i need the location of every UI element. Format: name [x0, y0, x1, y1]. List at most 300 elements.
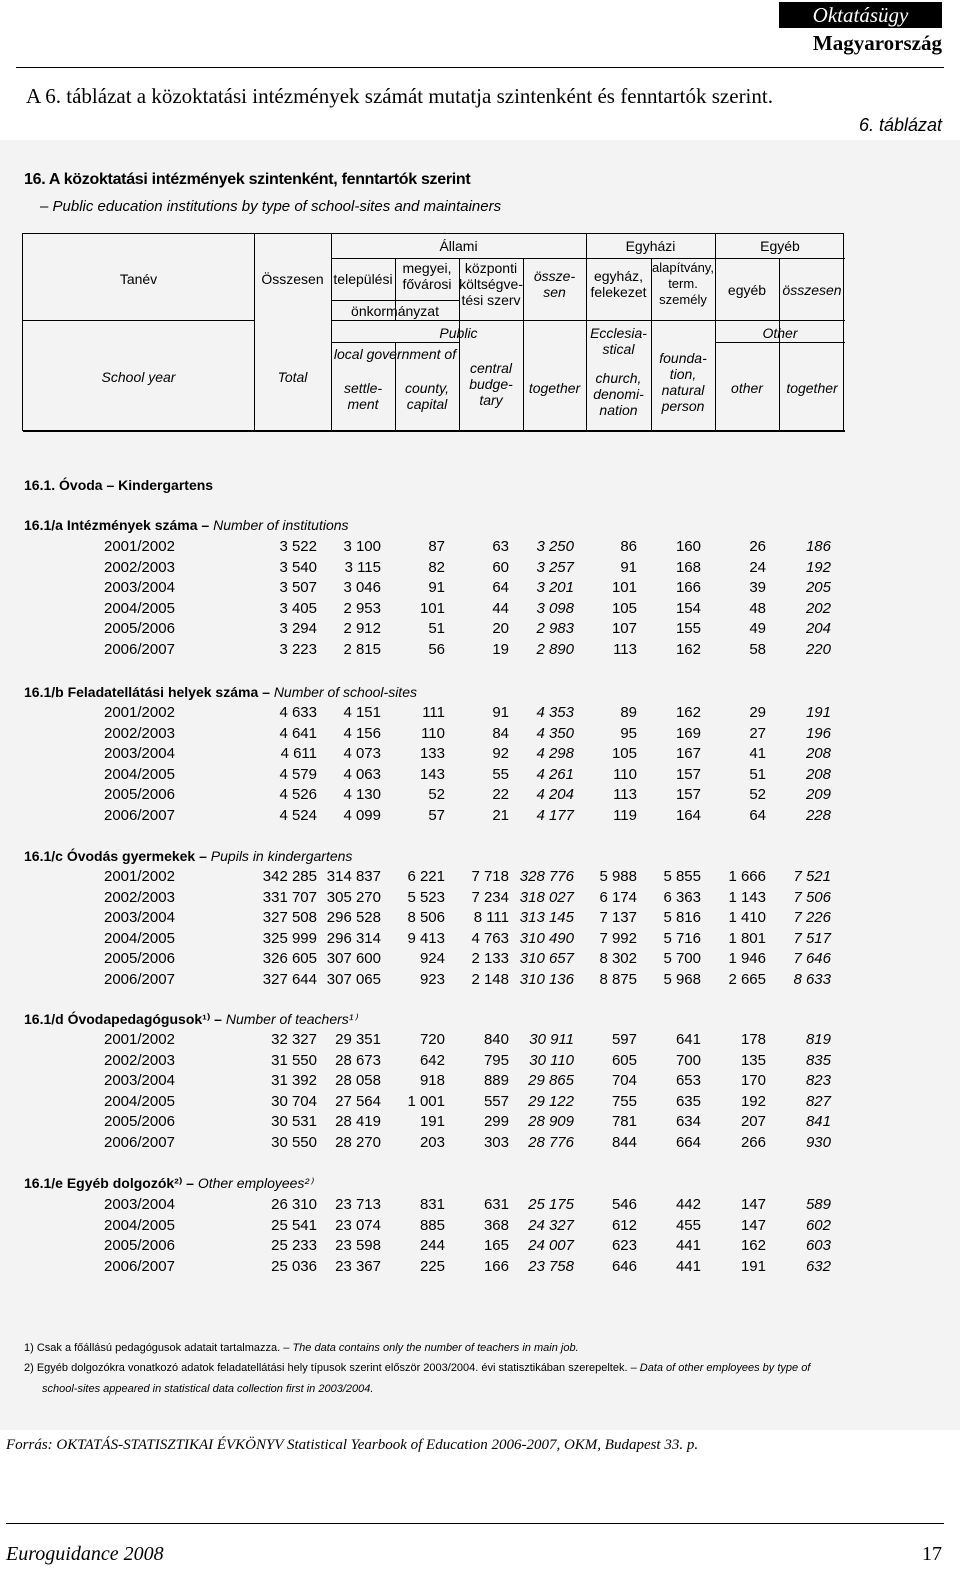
head-egyeb2: egyéb [727, 282, 767, 298]
cell-value: 1 801 [728, 929, 766, 947]
cell-value: 204 [805, 620, 831, 638]
row-year: 2006/2007 [104, 971, 175, 988]
cell-value: 4 130 [343, 786, 381, 804]
row-year: 2002/2003 [104, 558, 175, 576]
head-together2: together [786, 380, 838, 396]
head-egyeb: Egyéb [760, 238, 800, 254]
cell-value: 603 [805, 1237, 831, 1255]
cell-value: 91 [428, 579, 445, 597]
table-row [0, 1217, 960, 1237]
cell-value: 63 [492, 538, 509, 555]
cell-value: 7 517 [793, 929, 831, 947]
footnote-1: 1) Csak a főállású pedagógusok adatait tartalmazza. – The data contains only the number of teachers in main job. [24, 1342, 579, 1354]
cell-value: 1 666 [728, 868, 766, 885]
table-row [0, 1031, 960, 1051]
cell-value: 87 [428, 538, 445, 555]
table-row [0, 745, 960, 765]
cell-value: 31 550 [271, 1051, 317, 1069]
cell-value: 3 201 [536, 579, 574, 597]
table-row [0, 909, 960, 929]
table-row [0, 559, 960, 579]
cell-value: 296 314 [326, 929, 381, 947]
cell-value: 819 [805, 1031, 831, 1048]
head-foundation: founda- tion, natural person [659, 350, 707, 414]
cell-value: 930 [805, 1134, 831, 1151]
header-rule [16, 67, 944, 68]
cell-value: 178 [740, 1031, 766, 1048]
cell-value: 641 [675, 1031, 701, 1048]
cell-value: 133 [419, 745, 445, 763]
cell-value: 25 541 [271, 1216, 317, 1234]
cell-value: 8 875 [599, 971, 637, 988]
cell-value: 28 909 [528, 1113, 574, 1131]
row-year: 2004/2005 [104, 599, 175, 617]
row-year: 2006/2007 [104, 807, 175, 824]
cell-value: 207 [740, 1113, 766, 1131]
cell-value: 3 540 [279, 558, 317, 576]
table-row [0, 950, 960, 970]
cell-value: 30 911 [529, 1031, 574, 1048]
cell-value: 202 [805, 599, 831, 617]
cell-value: 191 [805, 704, 831, 721]
cell-value: 924 [419, 950, 445, 968]
cell-value: 82 [428, 558, 445, 576]
cell-value: 169 [675, 724, 701, 742]
cell-value: 7 718 [471, 868, 509, 885]
cell-value: 844 [611, 1134, 637, 1151]
cell-value: 244 [419, 1237, 445, 1255]
cell-value: 305 270 [326, 888, 381, 906]
cell-value: 827 [805, 1092, 831, 1110]
table-row [0, 786, 960, 806]
cell-value: 52 [749, 786, 766, 804]
table-row [0, 971, 960, 991]
cell-value: 3 250 [536, 538, 574, 555]
cell-value: 192 [805, 558, 831, 576]
cell-value: 26 310 [271, 1196, 317, 1213]
cell-value: 143 [419, 765, 445, 783]
cell-value: 2 890 [536, 641, 574, 658]
cell-value: 186 [805, 538, 831, 555]
head-telepulesi: települési [333, 271, 393, 287]
row-year: 2004/2005 [104, 1216, 175, 1234]
cell-value: 885 [419, 1216, 445, 1234]
cell-value: 310 136 [519, 971, 574, 988]
cell-value: 29 865 [528, 1072, 574, 1090]
row-year: 2005/2006 [104, 1113, 175, 1131]
row-year: 2006/2007 [104, 1257, 175, 1275]
row-year: 2001/2002 [104, 538, 175, 555]
cell-value: 612 [611, 1216, 637, 1234]
cell-value: 64 [749, 807, 766, 824]
cell-value: 84 [492, 724, 509, 742]
cell-value: 167 [675, 745, 701, 763]
cell-value: 755 [611, 1092, 637, 1110]
cell-value: 203 [419, 1134, 445, 1151]
table-row [0, 1072, 960, 1092]
row-year: 2001/2002 [104, 704, 175, 721]
cell-value: 160 [675, 538, 701, 555]
cell-value: 5 716 [663, 929, 701, 947]
cell-value: 22 [492, 786, 509, 804]
head-local-gov: local government of [333, 346, 457, 362]
head-church: church, denomi- nation [593, 370, 644, 418]
head-school-year: School year [101, 369, 176, 385]
head-egyhaz: egyház, felekezet [590, 268, 647, 300]
cell-value: 7 992 [599, 929, 637, 947]
head-together: together [528, 380, 581, 396]
table-row [0, 641, 960, 661]
cell-value: 841 [805, 1113, 831, 1131]
cell-value: 4 611 [280, 745, 317, 763]
cell-value: 191 [419, 1113, 445, 1131]
cell-value: 155 [675, 620, 701, 638]
cell-value: 923 [419, 971, 445, 988]
table-subtitle: – Public education institutions by type of school-sites and maintainers [40, 198, 502, 215]
row-year: 2006/2007 [104, 1134, 175, 1151]
cell-value: 327 644 [262, 971, 317, 988]
cell-value: 4 526 [279, 786, 317, 804]
cell-value: 220 [805, 641, 831, 658]
head-other: Other [762, 325, 798, 341]
table-row [0, 1093, 960, 1113]
table-row [0, 704, 960, 724]
cell-value: 840 [483, 1031, 509, 1048]
cell-value: 635 [675, 1092, 701, 1110]
cell-value: 4 524 [279, 807, 317, 824]
cell-value: 6 363 [663, 888, 701, 906]
row-year: 2002/2003 [104, 1051, 175, 1069]
cell-value: 51 [749, 765, 766, 783]
table-number: 6. táblázat [858, 115, 942, 135]
cell-value: 266 [740, 1134, 766, 1151]
cell-value: 4 063 [343, 765, 381, 783]
cell-value: 3 100 [343, 538, 381, 555]
cell-value: 58 [749, 641, 766, 658]
cell-value: 441 [675, 1257, 701, 1275]
cell-value: 8 111 [473, 909, 509, 927]
cell-value: 101 [419, 599, 445, 617]
cell-value: 20 [492, 620, 509, 638]
head-tanev: Tanév [119, 271, 158, 287]
head-kozponti: központi költségve- tési szerv [459, 260, 523, 308]
cell-value: 23 598 [335, 1237, 381, 1255]
cell-value: 164 [675, 807, 701, 824]
cell-value: 8 633 [793, 971, 831, 988]
cell-value: 157 [675, 786, 701, 804]
row-year: 2005/2006 [104, 786, 175, 804]
table-row [0, 889, 960, 909]
row-year: 2005/2006 [104, 950, 175, 968]
cell-value: 307 600 [326, 950, 381, 968]
cell-value: 368 [483, 1216, 509, 1234]
cell-value: 24 007 [528, 1237, 574, 1255]
head-onkormanyzat: önkormányzat [351, 303, 439, 319]
cell-value: 24 [749, 558, 766, 576]
cell-value: 4 298 [536, 745, 574, 763]
cell-value: 631 [483, 1196, 509, 1213]
cell-value: 147 [740, 1196, 766, 1213]
cell-value: 623 [611, 1237, 637, 1255]
cell-value: 110 [613, 765, 637, 783]
cell-value: 3 257 [536, 558, 574, 576]
cell-value: 24 327 [528, 1216, 574, 1234]
cell-value: 546 [611, 1196, 637, 1213]
head-county: county, capital [404, 380, 450, 412]
cell-value: 29 351 [335, 1031, 381, 1048]
cell-value: 208 [805, 765, 831, 783]
cell-value: 51 [428, 620, 445, 638]
cell-value: 3 223 [279, 641, 317, 658]
cell-value: 7 521 [793, 868, 831, 885]
cell-value: 162 [740, 1237, 766, 1255]
cell-value: 135 [740, 1051, 766, 1069]
table-row [0, 1052, 960, 1072]
table-row [0, 538, 960, 558]
cell-value: 111 [422, 704, 445, 721]
section-title: 16.1/c Óvodás gyermekek – Pupils in kindergartens [24, 848, 353, 864]
cell-value: 95 [620, 724, 637, 742]
cell-value: 28 058 [335, 1072, 381, 1090]
cell-value: 56 [428, 641, 445, 658]
cell-value: 110 [421, 724, 445, 742]
cell-value: 55 [492, 765, 509, 783]
cell-value: 602 [805, 1216, 831, 1234]
table-row [0, 579, 960, 599]
cell-value: 5 988 [599, 868, 637, 885]
cell-value: 162 [675, 641, 701, 658]
cell-value: 48 [749, 599, 766, 617]
row-year: 2002/2003 [104, 888, 175, 906]
table-row [0, 1237, 960, 1257]
cell-value: 205 [805, 579, 831, 597]
section-title: 16.1/a Intézmények száma – Number of institutions [24, 517, 349, 533]
cell-value: 6 221 [407, 868, 445, 885]
cell-value: 49 [749, 620, 766, 638]
cell-value: 3 522 [279, 538, 317, 555]
cell-value: 2 133 [471, 950, 509, 968]
cell-value: 441 [675, 1237, 701, 1255]
cell-value: 4 579 [279, 765, 317, 783]
cell-value: 6 174 [599, 888, 637, 906]
cell-value: 2 815 [343, 641, 381, 658]
cell-value: 209 [805, 786, 831, 804]
source-line: Forrás: OKTATÁS-STATISZTIKAI ÉVKÖNYV Statistical Yearbook of Education 2006-2007, OKM, Budapest 33. p. [6, 1437, 699, 1453]
cell-value: 3 115 [344, 558, 381, 576]
cell-value: 105 [611, 599, 637, 617]
cell-value: 166 [483, 1257, 509, 1275]
row-year: 2003/2004 [104, 579, 175, 597]
cell-value: 781 [611, 1113, 637, 1131]
cell-value: 642 [419, 1051, 445, 1069]
head-osszesen: Összesen [261, 271, 324, 287]
cell-value: 7 234 [471, 888, 509, 906]
cell-value: 831 [419, 1196, 445, 1213]
cell-value: 646 [611, 1257, 637, 1275]
cell-value: 86 [620, 538, 637, 555]
cell-value: 5 968 [663, 971, 701, 988]
table-row [0, 1196, 960, 1216]
intro-text: A 6. táblázat a közoktatási intézmények számát mutatja szintenként és fenntartók szerint. [26, 84, 773, 108]
cell-value: 64 [492, 579, 509, 597]
cell-value: 307 065 [326, 971, 381, 988]
cell-value: 44 [492, 599, 509, 617]
cell-value: 327 508 [262, 909, 317, 927]
cell-value: 455 [675, 1216, 701, 1234]
cell-value: 835 [805, 1051, 831, 1069]
cell-value: 23 758 [528, 1257, 574, 1275]
cell-value: 342 285 [262, 868, 317, 885]
cell-value: 7 506 [793, 888, 831, 906]
cell-value: 442 [675, 1196, 701, 1213]
row-year: 2003/2004 [104, 745, 175, 763]
cell-value: 557 [483, 1092, 509, 1110]
row-year: 2005/2006 [104, 1237, 175, 1255]
cell-value: 28 776 [528, 1134, 574, 1151]
row-year: 2005/2006 [104, 620, 175, 638]
cell-value: 19 [492, 641, 509, 658]
row-year: 2003/2004 [104, 1196, 175, 1213]
cell-value: 3 046 [343, 579, 381, 597]
cell-value: 4 073 [343, 745, 381, 763]
footnote-2: 2) Egyéb dolgozókra vonatkozó adatok feladatellátási hely típusok szerint először 2003/2004. évi statisztikában szerepeltek. – Data of other employees by type of [24, 1362, 811, 1374]
cell-value: 1 410 [728, 909, 766, 927]
head-public: Public [439, 325, 478, 341]
cell-value: 4 099 [343, 807, 381, 824]
cell-value: 4 151 [343, 704, 381, 721]
table-row [0, 1113, 960, 1133]
cell-value: 700 [675, 1051, 701, 1069]
cell-value: 154 [675, 599, 701, 617]
cell-value: 2 912 [343, 620, 381, 638]
footnote-2-cont: school-sites appeared in statistical data collection first in 2003/2004. [42, 1383, 374, 1395]
cell-value: 314 837 [326, 868, 381, 885]
table-row [0, 600, 960, 620]
header-country: Magyarország [812, 31, 942, 55]
section-title: 16.1/b Feladatellátási helyek száma – Number of school-sites [24, 684, 417, 700]
row-year: 2003/2004 [104, 1072, 175, 1090]
cell-value: 597 [611, 1031, 637, 1048]
cell-value: 30 550 [271, 1134, 317, 1151]
chapter-title: 16.1. Óvoda – Kindergartens [24, 477, 214, 493]
cell-value: 634 [675, 1113, 701, 1131]
cell-value: 310 490 [519, 929, 574, 947]
head-allami: Állami [439, 238, 478, 254]
cell-value: 168 [675, 558, 701, 576]
cell-value: 57 [428, 807, 445, 824]
cell-value: 3 098 [536, 599, 574, 617]
head-alapitvany: alapítvány, term. személy [652, 260, 714, 307]
head-egyhazi: Egyházi [625, 238, 676, 254]
cell-value: 5 523 [407, 888, 445, 906]
cell-value: 170 [740, 1072, 766, 1090]
cell-value: 27 564 [335, 1092, 381, 1110]
cell-value: 331 707 [262, 888, 317, 906]
cell-value: 41 [749, 745, 766, 763]
cell-value: 25 036 [271, 1257, 317, 1275]
cell-value: 147 [740, 1216, 766, 1234]
cell-value: 889 [483, 1072, 509, 1090]
cell-value: 208 [805, 745, 831, 763]
cell-value: 39 [749, 579, 766, 597]
row-year: 2001/2002 [104, 868, 175, 885]
cell-value: 303 [483, 1134, 509, 1151]
cell-value: 325 999 [262, 929, 317, 947]
cell-value: 589 [805, 1196, 831, 1213]
table-row [0, 1258, 960, 1278]
cell-value: 296 528 [326, 909, 381, 927]
cell-value: 4 633 [279, 704, 317, 721]
cell-value: 605 [611, 1051, 637, 1069]
cell-value: 29 122 [528, 1092, 574, 1110]
row-year: 2003/2004 [104, 909, 175, 927]
cell-value: 30 704 [271, 1092, 317, 1110]
cell-value: 318 027 [519, 888, 574, 906]
cell-value: 8 506 [407, 909, 445, 927]
row-year: 2006/2007 [104, 641, 175, 658]
cell-value: 328 776 [519, 868, 574, 885]
cell-value: 7 137 [599, 909, 637, 927]
cell-value: 1 143 [728, 888, 766, 906]
row-year: 2004/2005 [104, 765, 175, 783]
cell-value: 91 [492, 704, 509, 721]
table-row [0, 620, 960, 640]
cell-value: 3 294 [279, 620, 317, 638]
row-year: 2004/2005 [104, 929, 175, 947]
cell-value: 4 353 [536, 704, 574, 721]
cell-value: 299 [483, 1113, 509, 1131]
cell-value: 5 855 [663, 868, 701, 885]
cell-value: 4 156 [343, 724, 381, 742]
cell-value: 196 [805, 724, 831, 742]
cell-value: 4 177 [536, 807, 574, 824]
page-number: 17 [922, 1543, 942, 1565]
cell-value: 23 074 [335, 1216, 381, 1234]
cell-value: 26 [749, 538, 766, 555]
table-row [0, 868, 960, 888]
head-central: central budge- tary [469, 360, 513, 408]
cell-value: 795 [483, 1051, 509, 1069]
cell-value: 8 302 [599, 950, 637, 968]
cell-value: 29 [749, 704, 766, 721]
cell-value: 92 [492, 745, 509, 763]
cell-value: 192 [740, 1092, 766, 1110]
cell-value: 3 405 [279, 599, 317, 617]
cell-value: 157 [675, 765, 701, 783]
cell-value: 166 [675, 579, 701, 597]
cell-value: 1 001 [407, 1092, 445, 1110]
table-row [0, 807, 960, 827]
cell-value: 25 233 [271, 1237, 317, 1255]
cell-value: 28 270 [335, 1134, 381, 1151]
cell-value: 101 [611, 579, 637, 597]
cell-value: 2 953 [343, 599, 381, 617]
head-ecclesiastical: Ecclesia- stical [590, 325, 647, 357]
cell-value: 310 657 [519, 950, 574, 968]
cell-value: 4 763 [471, 929, 509, 947]
table-row [0, 1134, 960, 1154]
cell-value: 720 [419, 1031, 445, 1048]
row-year: 2004/2005 [104, 1092, 175, 1110]
table-row [0, 930, 960, 950]
cell-value: 5 700 [663, 950, 701, 968]
table-row [0, 766, 960, 786]
cell-value: 105 [611, 745, 637, 763]
cell-value: 1 946 [728, 950, 766, 968]
cell-value: 119 [613, 807, 637, 824]
cell-value: 113 [613, 641, 637, 658]
cell-value: 2 148 [471, 971, 509, 988]
